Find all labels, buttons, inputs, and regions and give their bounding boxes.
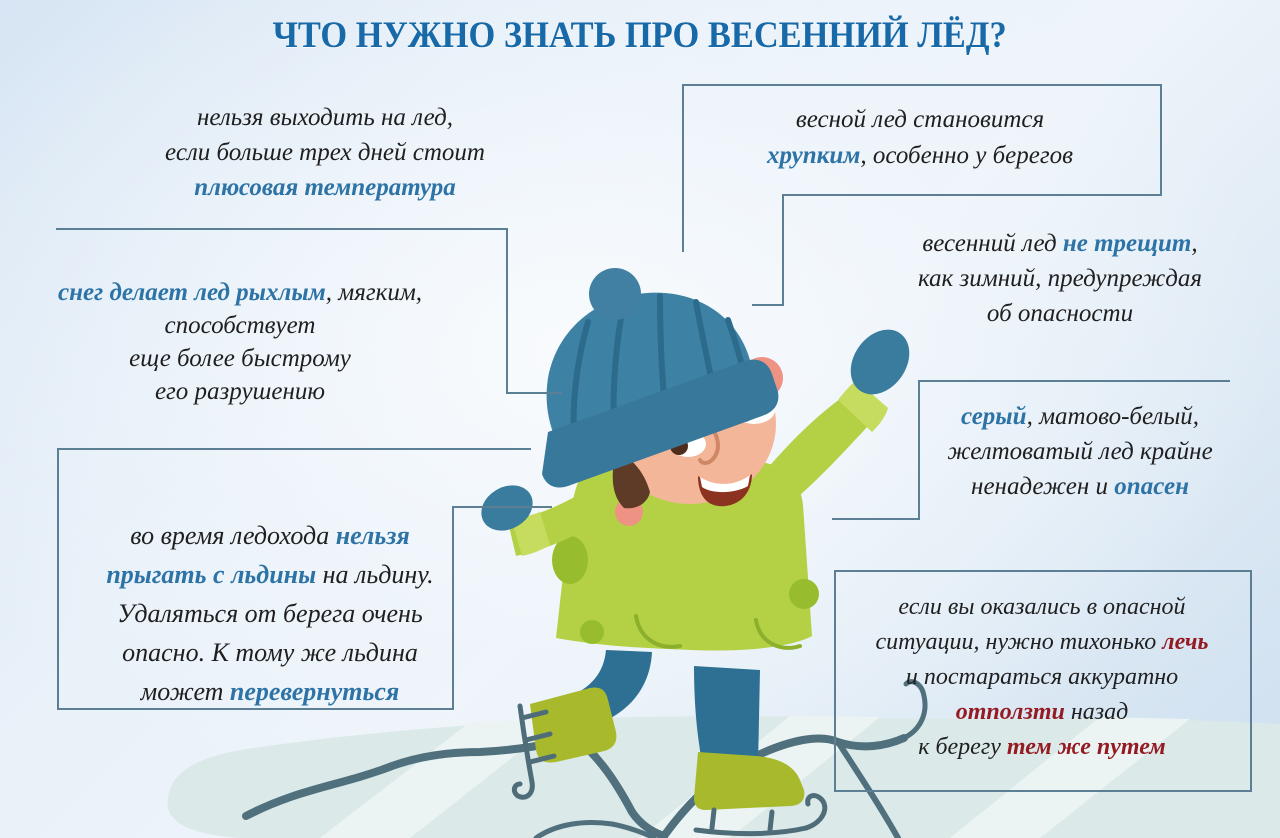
callout-line — [1250, 570, 1252, 792]
callout-line — [57, 448, 59, 710]
callout-line — [682, 84, 684, 252]
child-hat-pompom — [589, 268, 641, 320]
note-snow: снег делает лед рыхлым, мягким, способствует еще более быстрому его разрушению — [57, 279, 423, 405]
coat-spot — [552, 536, 588, 584]
callout-line — [506, 392, 562, 394]
callout-line — [1160, 84, 1162, 196]
callout-line — [56, 228, 508, 230]
callout-line — [834, 570, 836, 792]
callout-line — [452, 506, 552, 508]
page-title: ЧТО НУЖНО ЗНАТЬ ПРО ВЕСЕННИЙ ЛЁД? — [272, 15, 1008, 56]
callout-line — [918, 380, 920, 520]
note-fragile: весной лед становится хрупким, особенно у берегов — [767, 106, 1073, 169]
callout-line — [782, 194, 784, 306]
note-escape: если вы оказались в опасной ситуации, нужно тихонько лечь и постараться аккуратно отползти назад к берегу тем же путем — [875, 594, 1209, 760]
callout-line — [682, 84, 1162, 86]
callout-line — [832, 518, 920, 520]
note-no-crack: весенний лед не трещит, как зимний, предупреждая об опасности — [917, 230, 1202, 327]
callout-line — [834, 790, 1252, 792]
callout-line — [506, 228, 508, 394]
callout-line — [834, 570, 1252, 572]
callout-line — [918, 380, 1230, 382]
coat-spot — [580, 620, 604, 644]
note-gray-ice: серый, матово-белый, желтоватый лед крайне ненадежен и опасен — [947, 403, 1213, 500]
child-boot-lifted — [530, 688, 616, 763]
coat-spot — [789, 579, 819, 609]
callout-line — [57, 448, 531, 450]
callout-line — [752, 304, 784, 306]
callout-line — [782, 194, 1162, 196]
note-ice-drift: во время ледохода нельзя прыгать с льдины на льдину. Удаляться от берега очень опасно. К тому же льдина может перевернуться — [106, 521, 434, 706]
child-leg-standing — [694, 666, 760, 766]
note-warm-days: нельзя выходить на лед, если больше трех дней стоит плюсовая температура — [165, 104, 485, 201]
